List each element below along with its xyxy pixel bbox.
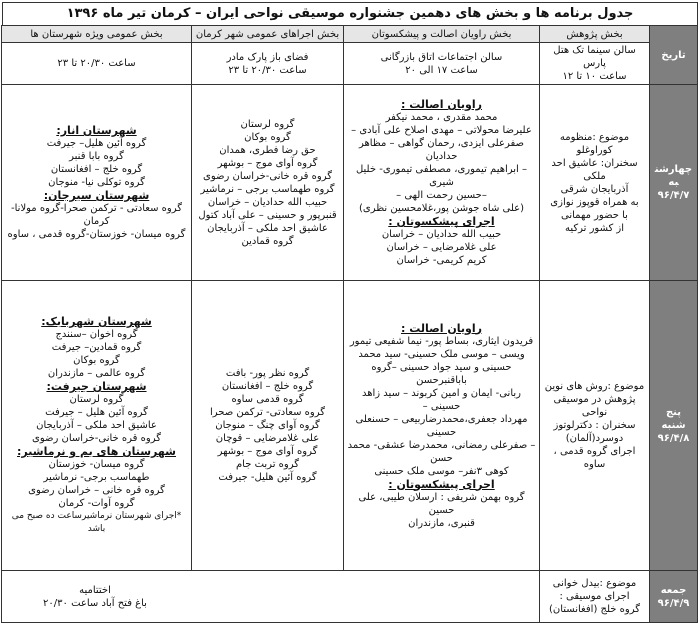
section-heading: شهرستان های بم و نرماشیر: — [17, 445, 176, 458]
list-line: گروه عالمی – مازندران — [47, 368, 146, 379]
list-line: گروه قره خانی-خراسان رضوی — [203, 170, 332, 182]
list-line: سخنران: عاشیق احد ملکی — [551, 157, 638, 182]
authentic-cell — [344, 281, 540, 571]
public-city-cell — [192, 85, 344, 281]
list-line: گروه لرستان — [240, 118, 295, 130]
list-line: –حسین رحمت الهی – — [396, 190, 487, 201]
list-line: گروه قمادین — [241, 235, 294, 247]
list-line: گروه آوای موج – بوشهر — [217, 157, 318, 169]
day-row-friday — [2, 571, 698, 623]
day-cell: جمعه ۹۶/۴/۹ — [650, 571, 698, 623]
section-heading: شهرستان سیرجان: — [43, 189, 150, 202]
list-line: گروه قره خانی-خراسان رضوی — [32, 433, 161, 444]
section-heading: شهرستان انار: — [56, 124, 137, 137]
list-line: گروه اخوان –سنندج — [55, 329, 138, 340]
venue-research: سالن سینما تک هتل پارس ساعت ۱۰ تا ۱۲ — [540, 43, 650, 85]
schedule-table — [1, 25, 698, 623]
day-row-wednesday — [2, 85, 698, 281]
list-line: قنبرپور و حسینی – علی آباد کتول — [198, 209, 337, 221]
day-cell: پنج شنبه ۹۶/۴/۸ — [650, 281, 698, 571]
list-line: دوسرد(آلمان) — [565, 433, 624, 444]
list-line: گروه میسان- خوزستان-گروه قدمی ، ساوه — [7, 229, 186, 240]
column-header-public-city: بخش اجراهای عمومی شهر کرمان — [192, 26, 344, 43]
list-line: گروه بوکان — [73, 355, 120, 366]
list-line: فریدون ایثاری، بساط پور- نیما شفیعی تیمور — [349, 335, 534, 347]
research-cell — [540, 85, 650, 281]
list-line: گروه قره خانی – خراسان رضوی — [28, 485, 165, 496]
list-line: اجرای موسیقی : — [559, 591, 630, 602]
list-line: گروه آوات- کرمان — [58, 498, 135, 509]
list-line: مهرداد جعفری،محمدرضاربیعی – حسنعلی حسینی — [355, 413, 528, 438]
list-line: – ابراهیم تیموری، مصطفی تیموری- خلیل شیری — [355, 164, 528, 188]
public-towns-cell — [2, 281, 192, 571]
venue-public-city: فضای باز پارک مادر ساعت ۲۰/۳۰ تا ۲۳ — [192, 43, 344, 85]
list-line: علی غلامرضایی – خراسان — [386, 242, 497, 253]
column-header-authentic: بخش راویان اصالت و پیشکسوتان — [344, 26, 540, 43]
venue-authentic: سالن اجتماعات اتاق بازرگانی ساعت ۱۷ الی ۲۰ — [344, 43, 540, 85]
list-line: عاشیق احد ملکی – آذربایجان — [207, 222, 328, 234]
list-line: قنبری، مازندران — [408, 517, 475, 529]
research-cell — [540, 281, 650, 571]
list-line: – صفرعلی رمضانی، محمدرضا عشقی- محمد حسن — [347, 439, 536, 464]
venue-public-towns: ساعت ۲۰/۳۰ تا ۲۳ — [2, 43, 192, 85]
authentic-cell — [344, 85, 540, 281]
list-line: گروه آوای چنگ – منوجان — [215, 420, 320, 431]
list-line: به همراه قوپوز نوازی — [550, 196, 639, 208]
list-line: آذربایجان شرقی — [560, 183, 629, 195]
list-line: با حضور مهمانی — [561, 209, 628, 221]
section-heading: شهرستان شهربابک: — [41, 315, 152, 328]
day-row-thursday — [2, 281, 698, 571]
section-heading: راویان اصالت : — [401, 321, 482, 335]
list-line: (علی شاه جوشن پور،غلامحسین نظری) — [358, 203, 525, 214]
list-line: گروه بهمن شریفی : ارسلان طیبی، علی حسین — [358, 491, 525, 516]
list-line: گروه خلج (افغانستان) — [549, 604, 640, 615]
schedule-sheet — [0, 2, 700, 640]
closing-title: اختتامیه — [79, 584, 111, 596]
list-line: گروه آوای موج – بوشهر — [217, 446, 318, 457]
list-line: گروه خلج – افغانستان — [50, 164, 143, 175]
list-line: گروه طهماسب برجی – نرماشیر — [200, 183, 335, 195]
list-line: ویسی – موسی ملک حسینی- سید محمد — [358, 348, 525, 360]
day-cell: چهارشنبه ۹۶/۴/۷ — [650, 85, 698, 281]
list-line: گروه بوکان — [244, 131, 291, 143]
list-line: گروه قدمی ساوه — [231, 394, 304, 405]
list-line: گروه میسان- خوزستان — [48, 459, 145, 470]
column-header-public-towns: بخش عمومی ویژه شهرستان ها — [2, 26, 192, 43]
closing-venue: باغ فتح آباد ساعت ۲۰/۳۰ — [43, 597, 147, 609]
list-line: علی غلامرضایی – قوچان — [215, 433, 320, 444]
list-line: گروه خلج – افغانستان — [221, 381, 314, 392]
list-line: کریم کریمی- خراسان — [396, 255, 487, 266]
list-line: حبیب الله حدادیان – خراسان — [207, 196, 328, 208]
section-heading: اجرای پیشکسوتان : — [388, 477, 495, 491]
list-line: کوهی ۳نفر– موسی ملک حسینی — [374, 465, 509, 477]
list-line: گروه سعادتی- ترکمن صحرا — [209, 407, 325, 418]
list-line: گروه بابا قنبر — [69, 151, 124, 162]
section-heading: اجرای پیشکسوتان : — [388, 215, 495, 228]
list-line: علیرضا محولاتی – مهدی اصلاح علی آبادی – — [351, 125, 532, 136]
list-line: گروه لرستان — [69, 394, 124, 405]
list-line: موضوع :منظومه کوراوغلو — [559, 131, 630, 156]
list-line: حق رضا فطری، همدان — [219, 144, 316, 156]
section-heading: راویان اصالت : — [401, 98, 482, 111]
closing-ceremony-cell — [2, 571, 540, 623]
list-line: موضوع :روش های نوین — [544, 381, 645, 392]
list-line: گروه آئین هلیل- جیرفت — [218, 472, 317, 483]
list-line: صفرعلی ایزدی، رحمان گواهی – مظاهر حدادیان — [358, 138, 525, 162]
list-line: گروه آئین هلیل– جیرفت — [46, 138, 147, 149]
list-line: حبیب الله حدادیان – خراسان — [381, 229, 502, 240]
list-line: موضوع :بیدل خوانی — [552, 578, 637, 589]
header-row — [2, 26, 698, 43]
list-line: پژوهش در موسیقی نواحی — [553, 394, 636, 418]
list-line: گروه آئین هلیل – جیرفت — [45, 407, 148, 418]
list-line: طهماسب برجی- نرماشیر — [43, 472, 150, 483]
public-towns-cell — [2, 85, 192, 281]
list-line: حسینی و سید جواد حسینی –گروه باباقنبرحسن — [371, 361, 512, 386]
research-cell — [540, 571, 650, 623]
column-header-date: تاریخ — [650, 26, 698, 85]
list-line: عاشیق احد ملکی – آذربایجان — [36, 420, 157, 431]
list-line: سخنران : دکترلوتوز — [553, 420, 636, 431]
list-line: گروه توکلی نیا- منوجان — [48, 177, 145, 188]
list-line: گروه سعادتی - ترکمن صحرا-گروه مولانا-کرمان — [11, 203, 182, 227]
list-line: گروه تربت جام — [235, 459, 300, 470]
list-line: ربانی- ایمان و امین کربوند – سید زاهد حسینی – — [362, 387, 521, 412]
section-heading: شهرستان جیرفت: — [46, 380, 147, 393]
list-line: گروه قمادین– جیرفت — [51, 342, 142, 353]
public-city-cell — [192, 281, 344, 571]
list-line: محمد مقدری ، محمد نیکفر — [385, 112, 498, 123]
list-line: اجرای گروه قدمی ، ساوه — [553, 446, 636, 470]
footnote: *اجرای شهرستان نرماشیرساعت ده صبح می باشد — [11, 511, 182, 534]
column-header-research: بخش پژوهش — [540, 26, 650, 43]
page-title: جدول برنامه ها و بخش های دهمین جشنواره موسیقی نواحی ایران – کرمان تیر ماه ۱۳۹۶ — [2, 2, 698, 25]
list-line: گروه نظر پور- بافت — [225, 368, 310, 379]
venue-row — [2, 43, 698, 85]
list-line: از کشور ترکیه — [564, 222, 625, 234]
